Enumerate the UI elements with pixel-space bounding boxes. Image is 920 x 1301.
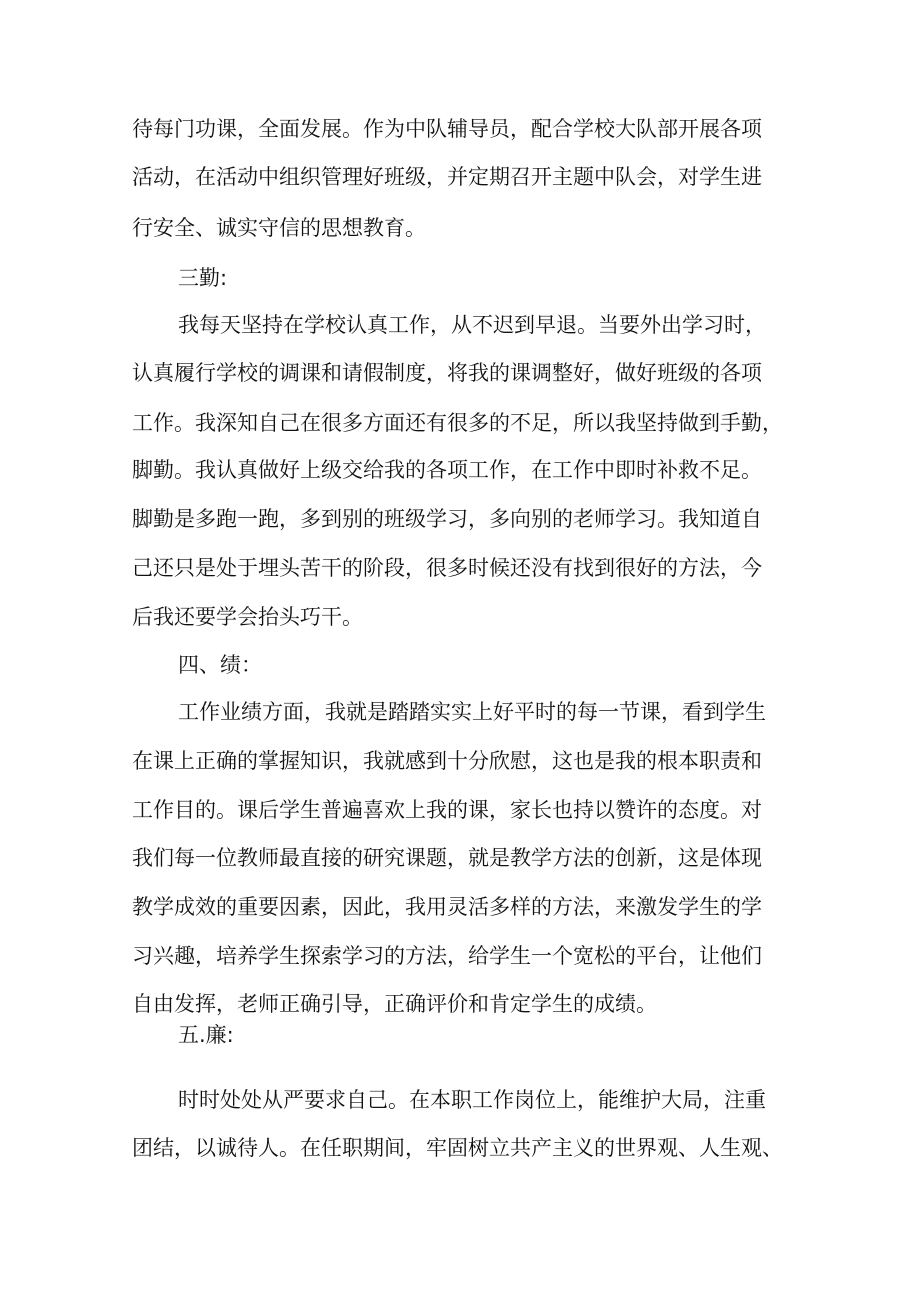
text-line-14: 在课上正确的掌握知识，我就感到十分欣慰，这也是我的根本职责和 bbox=[132, 749, 762, 773]
text-line-13: 工作业绩方面，我就是踏踏实实上好平时的每一节课，看到学生 bbox=[178, 700, 766, 724]
text-line-11: 后我还要学会抬头巧干。 bbox=[132, 605, 363, 629]
section-heading-four-achievement: 四、绩： bbox=[178, 653, 262, 677]
text-line-8: 脚勤。我认真做好上级交给我的各项工作，在工作中即时补救不足。 bbox=[132, 458, 762, 482]
text-line-7: 工作。我深知自己在很多方面还有很多的不足，所以我坚持做到手勤， bbox=[132, 411, 783, 435]
text-line-3: 行安全、诚实守信的思想教育。 bbox=[132, 216, 426, 240]
text-line-22: 团结，以诚待人。在任职期间，牢固树立共产主义的世界观、人生观、 bbox=[132, 1136, 783, 1160]
section-heading-three-diligence: 三勤: bbox=[178, 266, 228, 290]
text-line-15: 工作目的。课后学生普遍喜欢上我的课，家长也持以赞许的态度。对 bbox=[132, 798, 762, 822]
text-line-10: 己还只是处于埋头苦干的阶段，很多时候还没有找到很好的方法，今 bbox=[132, 556, 762, 580]
text-line-19: 自由发挥，老师正确引导，正确评价和肯定学生的成绩。 bbox=[132, 992, 657, 1016]
text-line-5: 我每天坚持在学校认真工作，从不迟到早退。当要外出学习时， bbox=[178, 313, 766, 337]
section-heading-five-integrity: 五.廉: bbox=[178, 1023, 234, 1047]
text-line-9: 脚勤是多跑一跑，多到别的班级学习，多向别的老师学习。我知道自 bbox=[132, 507, 762, 531]
text-line-21: 时时处处从严要求自己。在本职工作岗位上，能维护大局，注重 bbox=[178, 1088, 766, 1112]
text-line-17: 教学成效的重要因素，因此，我用灵活多样的方法，来激发学生的学 bbox=[132, 895, 762, 919]
text-line-2: 活动，在活动中组织管理好班级，并定期召开主题中队会，对学生进 bbox=[132, 165, 762, 189]
text-line-18: 习兴趣，培养学生探索学习的方法，给学生一个宽松的平台，让他们 bbox=[132, 944, 762, 968]
text-line-1: 待每门功课，全面发展。作为中队辅导员，配合学校大队部开展各项 bbox=[132, 117, 762, 141]
text-line-16: 我们每一位教师最直接的研究课题，就是教学方法的创新，这是体现 bbox=[132, 846, 762, 870]
text-line-6: 认真履行学校的调课和请假制度，将我的课调整好，做好班级的各项 bbox=[132, 361, 762, 385]
